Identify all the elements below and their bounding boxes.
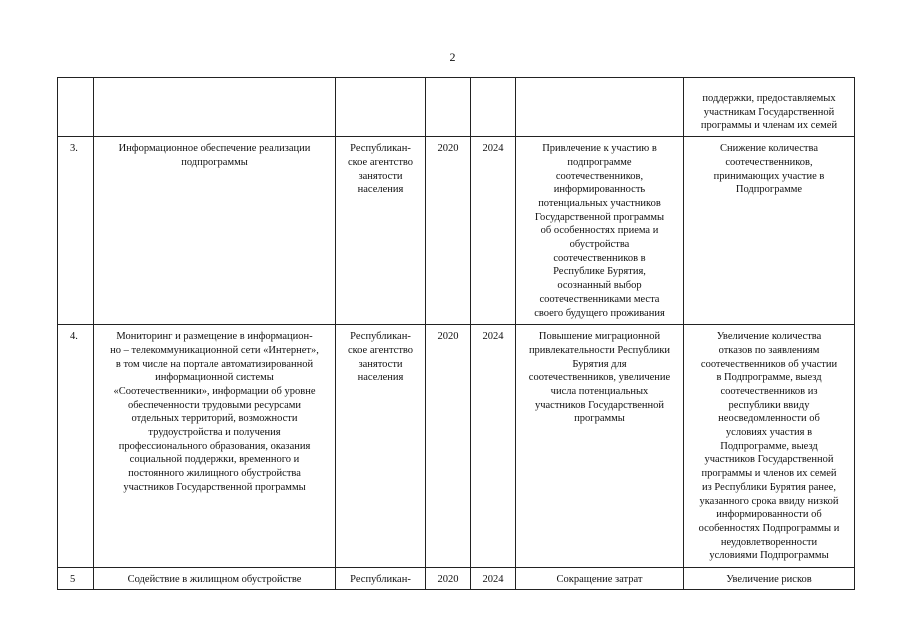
start-year-cell	[426, 78, 471, 137]
executor-cell: Республикан- ское агентство занятости населения	[336, 325, 426, 568]
end-year-cell: 2024	[471, 325, 516, 568]
measures-table	[57, 77, 855, 590]
row-number-cell: 3.	[58, 137, 94, 325]
expected-result-cell	[516, 78, 684, 137]
activity-cell: Мониторинг и размещение в информацион- но – телекоммуникационной сети «Интернет», в том числе на портале автоматизированной информационной системы «Соотечественники», информации об уровне обеспеченности трудовыми ресурсами отдельных территорий, возможности трудоустройства и получения профессионального образования, оказания социальной поддержки, временного и постоянного жилищного обустройства участников Государственной программы	[94, 325, 336, 568]
executor-cell	[336, 78, 426, 137]
expected-result-cell: Привлечение к участию в подпрограмме соотечественников, информированность потенциальных участников Государственной программы об особенностях приема и обустройства соотечественников в Республике Бурятия, осознанный выбор соотечественниками места своего будущего проживания	[516, 137, 684, 325]
row-number-cell	[58, 78, 94, 137]
executor-cell: Республикан- ское агентство занятости населения	[336, 137, 426, 325]
expected-result-cell: Повышение миграционной привлекательности Республики Бурятия для соотечественников, увеличение числа потенциальных участников Государственной программы	[516, 325, 684, 568]
page-number: 2	[449, 50, 456, 64]
expected-result-cell: Сокращение затрат	[516, 568, 684, 590]
end-year-cell: 2024	[471, 137, 516, 325]
activity-cell: Информационное обеспечение реализации подпрограммы	[94, 137, 336, 325]
start-year-cell: 2020	[426, 568, 471, 590]
row-number-cell: 5	[58, 568, 94, 590]
activity-cell: Содействие в жилищном обустройстве	[94, 568, 336, 590]
consequence-cell: Снижение количества соотечественников, принимающих участие в Подпрограмме	[684, 137, 855, 325]
end-year-cell	[471, 78, 516, 137]
executor-cell: Республикан-	[336, 568, 426, 590]
row-number-cell: 4.	[58, 325, 94, 568]
start-year-cell: 2020	[426, 325, 471, 568]
table-row	[58, 78, 855, 137]
table-row	[58, 137, 855, 325]
consequence-cell: Увеличение рисков	[684, 568, 855, 590]
table-row	[58, 568, 855, 590]
end-year-cell: 2024	[471, 568, 516, 590]
consequence-cell: Увеличение количества отказов по заявлениям соотечественников об участии в Подпрограмме, выезд соотечественников из республики ввиду неосведомленности об условиях участия в Подпрограмме, выезд участников Государственной программы и членов их семей из Республики Бурятия ранее, указанного срока ввиду низкой информированности об особенностях Подпрограммы и неудовлетворенности условиями Подпрограммы	[684, 325, 855, 568]
start-year-cell: 2020	[426, 137, 471, 325]
table-row	[58, 325, 855, 568]
activity-cell	[94, 78, 336, 137]
consequence-cell: поддержки, предоставляемых участникам Государственной программы и членам их семей	[684, 78, 855, 137]
